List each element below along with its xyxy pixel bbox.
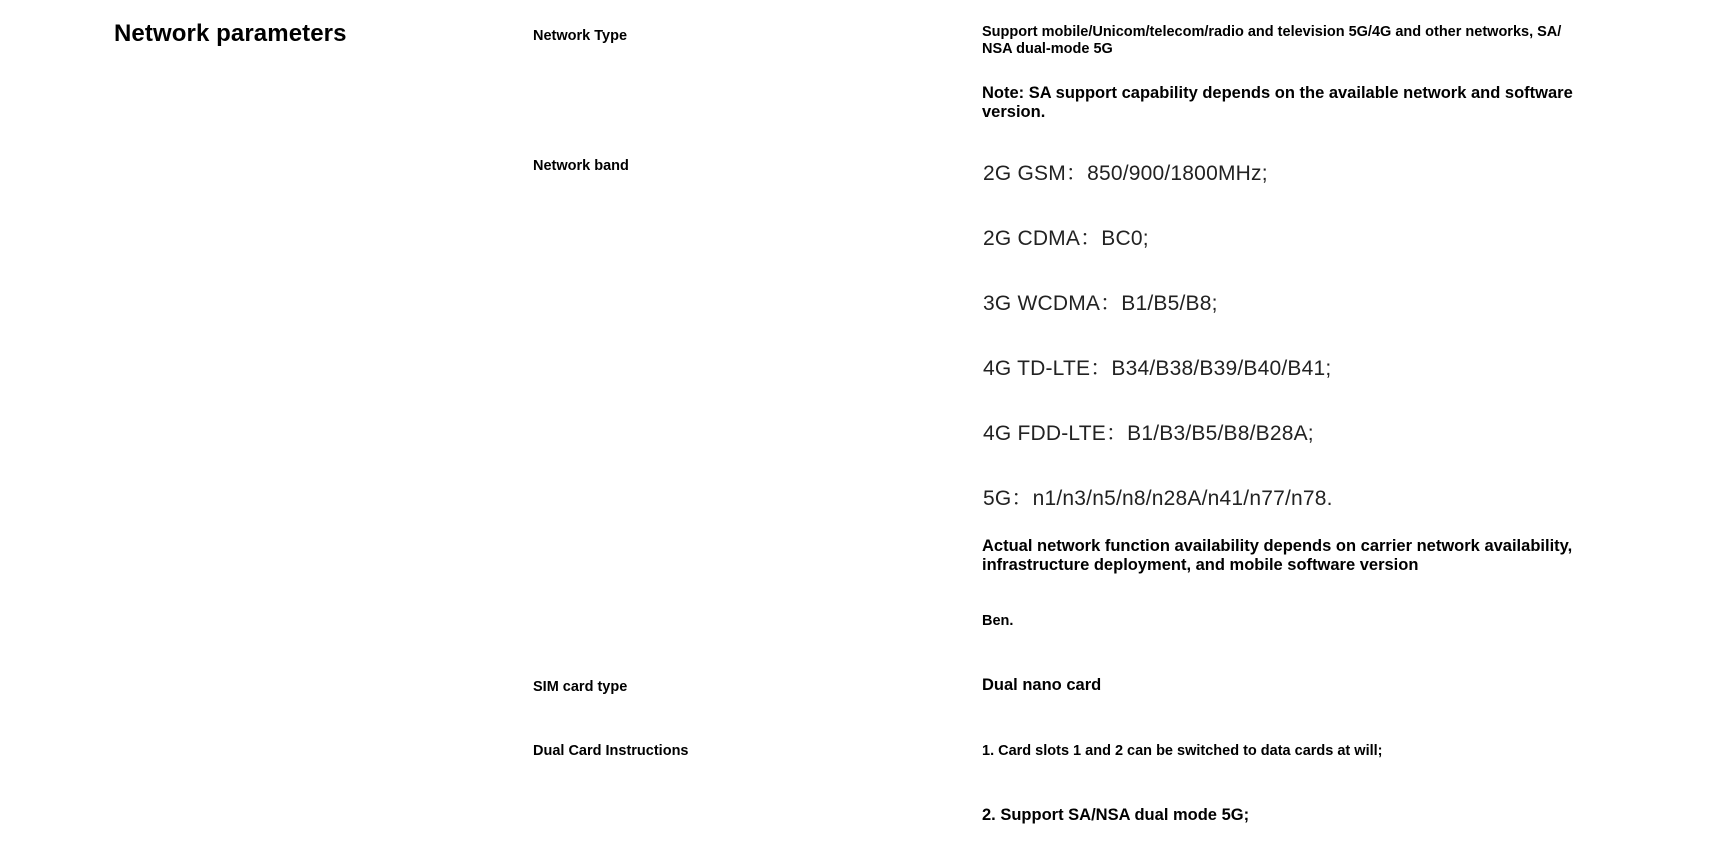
network-availability-note: Actual network function availability depends on carrier network availability, infrastructure deployment, and mobile software version: [982, 537, 1573, 574]
dual-card-item-1: 1. Card slots 1 and 2 can be switched to data cards at will;: [982, 743, 1383, 759]
network-type-value: Support mobile/Unicom/telecom/radio and television 5G/4G and other networks, SA/ NSA dual-mode 5G: [982, 24, 1562, 57]
network-band-label: Network band: [533, 158, 629, 174]
band-item-5g: 5G：n1/n3/n5/n8/n28A/n41/n77/n78.: [983, 487, 1333, 510]
sim-card-type-label: SIM card type: [533, 679, 628, 695]
sim-card-type-value: Dual nano card: [982, 676, 1102, 694]
network-type-note: Note: SA support capability depends on the available network and software version.: [982, 84, 1573, 121]
band-item-4g-fdd-lte: 4G FDD-LTE：B1/B3/B5/B8/B28A;: [983, 422, 1314, 445]
band-item-4g-td-lte: 4G TD-LTE：B34/B38/B39/B40/B41;: [983, 357, 1332, 380]
band-item-2g-gsm: 2G GSM：850/900/1800MHz;: [983, 162, 1268, 185]
dual-card-label: Dual Card Instructions: [533, 743, 689, 759]
network-availability-note-end: Ben.: [982, 613, 1014, 629]
network-type-label: Network Type: [533, 28, 628, 44]
band-item-3g-wcdma: 3G WCDMA：B1/B5/B8;: [983, 292, 1218, 315]
section-title: Network parameters: [114, 20, 347, 47]
dual-card-item-2: 2. Support SA/NSA dual mode 5G;: [982, 806, 1250, 824]
band-item-2g-cdma: 2G CDMA：BC0;: [983, 227, 1149, 250]
